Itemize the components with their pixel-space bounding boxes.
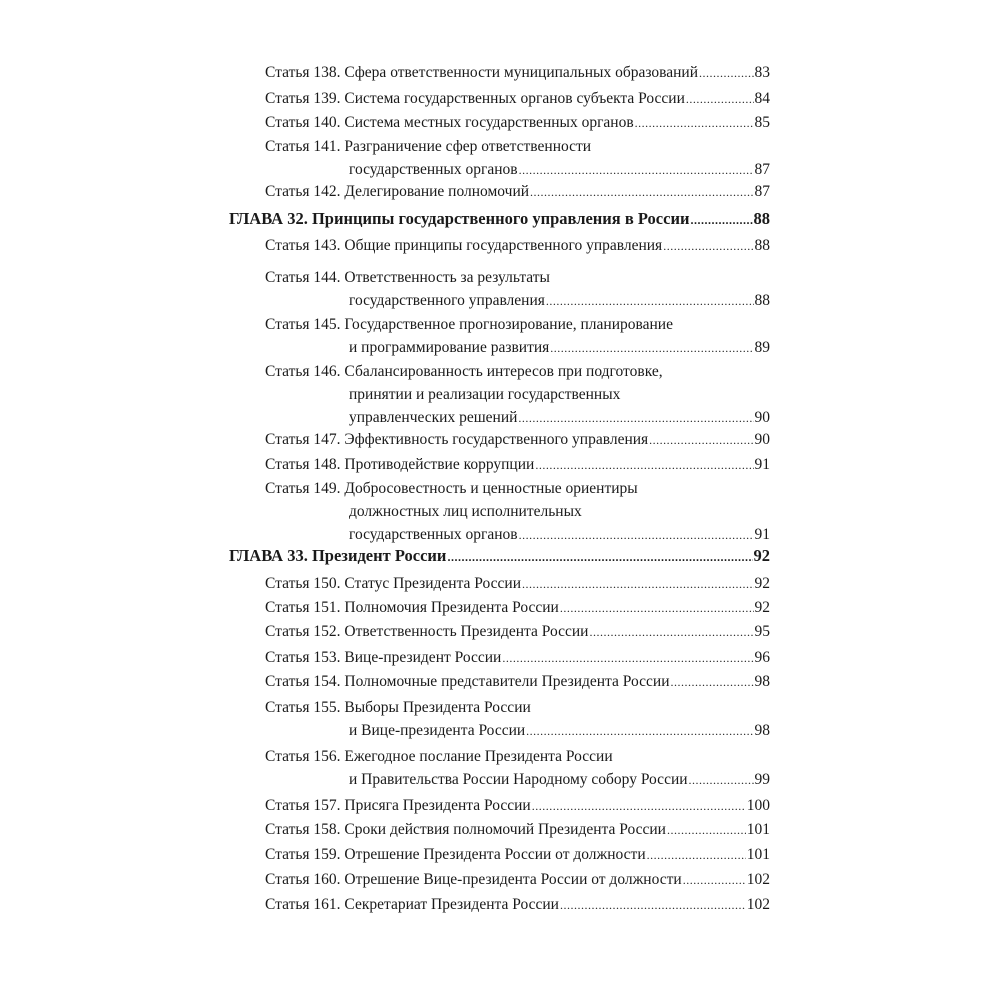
article-entry: [265, 893, 770, 916]
entry-title: Статья 149. Добросовестность и ценностные ориентиры: [265, 480, 638, 497]
page-number: 87: [754, 183, 770, 200]
article-entry: [265, 745, 770, 791]
entry-line: [265, 745, 770, 768]
entry-line: [265, 670, 770, 693]
article-entry: [265, 843, 770, 866]
article-entry: [265, 61, 770, 84]
page-number: 83: [754, 64, 770, 81]
entry-line: [265, 620, 770, 643]
page-number: 98: [754, 722, 770, 739]
dot-leader: [647, 844, 746, 867]
article-entry: [265, 360, 770, 429]
page-number: 87: [754, 161, 770, 178]
entry-line: [265, 596, 770, 619]
entry-line: [265, 696, 770, 719]
entry-title: государственных органов: [349, 161, 518, 178]
entry-line: [265, 868, 770, 891]
entry-title: Статья 161. Секретариат Президента России: [265, 896, 559, 913]
dot-leader: [589, 621, 753, 644]
entry-title: Статья 138. Сфера ответственности муниципальных образований: [265, 64, 699, 81]
entry-title: Статья 151. Полномочия Президента России: [265, 599, 559, 616]
article-entry: [265, 696, 770, 742]
dot-leader: [560, 597, 754, 620]
dot-leader: [635, 112, 754, 135]
dot-leader: [532, 795, 746, 818]
entry-title: Статья 144. Ответственность за результаты: [265, 269, 550, 286]
page-number: 100: [746, 797, 770, 814]
entry-line: [265, 477, 770, 500]
entry-line: [265, 234, 770, 257]
entry-line: [265, 111, 770, 134]
entry-title: принятии и реализации государственных: [349, 386, 621, 403]
page-number: 89: [754, 339, 770, 356]
entry-title: Статья 154. Полномочные представители Президента России: [265, 673, 670, 690]
dot-leader: [649, 429, 753, 452]
entry-line: [265, 572, 770, 595]
article-entry: [265, 266, 770, 312]
page-number: 102: [746, 871, 770, 888]
entry-title: Статья 140. Система местных государственных органов: [265, 114, 634, 131]
dot-leader: [667, 819, 746, 842]
entry-line: [265, 893, 770, 916]
entry-title: Статья 142. Делегирование полномочий: [265, 183, 530, 200]
entry-title: Статья 148. Противодействие коррупции: [265, 456, 535, 473]
article-entry: [265, 313, 770, 359]
page-number: 90: [754, 409, 770, 426]
dot-leader: [526, 720, 753, 743]
chapter-entry: [229, 207, 770, 230]
dot-leader: [519, 159, 754, 182]
entry-line: [265, 61, 770, 84]
entry-title: Статья 160. Отрешение Вице-президента России от должности: [265, 871, 682, 888]
entry-title: Статья 152. Ответственность Президента России: [265, 623, 589, 640]
dot-leader: [690, 209, 752, 232]
dot-leader: [522, 573, 754, 596]
entry-line: [265, 719, 770, 742]
article-entry: [265, 111, 770, 134]
dot-leader: [699, 62, 753, 85]
entry-title: государственного управления: [349, 292, 545, 309]
entry-title: управленческих решений: [349, 409, 518, 426]
dot-leader: [447, 546, 752, 569]
dot-leader: [502, 647, 753, 670]
entry-line: [265, 406, 770, 429]
page-number: 88: [753, 209, 770, 228]
entry-title: Статья 157. Присяга Президента России: [265, 797, 531, 814]
page-number: 98: [754, 673, 770, 690]
entry-line: [265, 646, 770, 669]
entry-line: [265, 87, 770, 110]
entry-title: и Вице-президента России: [349, 722, 526, 739]
entry-line: [265, 313, 770, 336]
article-entry: [265, 234, 770, 257]
page-number: 102: [746, 896, 770, 913]
page-number: 96: [754, 649, 770, 666]
dot-leader: [560, 894, 746, 917]
article-entry: [265, 868, 770, 891]
article-entry: [265, 596, 770, 619]
entry-line: [265, 336, 770, 359]
entry-line: [265, 180, 770, 203]
dot-leader: [535, 454, 753, 477]
dot-leader: [518, 407, 753, 430]
page-number: 95: [754, 623, 770, 640]
entry-line: [265, 500, 770, 523]
entry-line: [265, 453, 770, 476]
dot-leader: [671, 671, 754, 694]
page-number: 101: [746, 846, 770, 863]
dot-leader: [530, 181, 753, 204]
dot-leader: [663, 235, 753, 258]
entry-line: [265, 768, 770, 791]
page-number: 88: [754, 292, 770, 309]
page-number: 99: [754, 771, 770, 788]
page-number: 91: [754, 456, 770, 473]
entry-title: Статья 159. Отрешение Президента России от должности: [265, 846, 646, 863]
entry-title: и Правительства России Народному собору России: [349, 771, 688, 788]
page-number: 85: [754, 114, 770, 131]
article-entry: [265, 135, 770, 181]
article-entry: [265, 646, 770, 669]
entry-title: Статья 155. Выборы Президента России: [265, 699, 531, 716]
entry-line: [265, 794, 770, 817]
entry-line: [265, 266, 770, 289]
article-entry: [265, 453, 770, 476]
entry-title: Статья 141. Разграничение сфер ответственности: [265, 138, 592, 155]
entry-title: ГЛАВА 32. Принципы государственного управления в России: [229, 209, 690, 228]
entry-line: [265, 135, 770, 158]
entry-line: [265, 523, 770, 546]
entry-line: [265, 289, 770, 312]
entry-title: Статья 146. Сбалансированность интересов при подготовке,: [265, 363, 663, 380]
entry-title: должностных лиц исполнительных: [349, 503, 582, 520]
page-number: 101: [746, 821, 770, 838]
entry-title: Статья 156. Ежегодное послание Президента России: [265, 748, 613, 765]
page-number: 84: [754, 90, 770, 107]
entry-title: Статья 158. Сроки действия полномочий Президента России: [265, 821, 666, 838]
page-number: 92: [754, 575, 770, 592]
article-entry: [265, 180, 770, 203]
entry-line: [265, 843, 770, 866]
entry-line: [265, 428, 770, 451]
article-entry: [265, 572, 770, 595]
page-number: 92: [754, 599, 770, 616]
page-number: 88: [754, 237, 770, 254]
entry-line: [229, 544, 770, 567]
entry-line: [265, 360, 770, 383]
entry-line: [265, 383, 770, 406]
entry-line: [265, 818, 770, 841]
dot-leader: [689, 769, 754, 792]
entry-title: Статья 139. Система государственных органов субъекта России: [265, 90, 685, 107]
dot-leader: [546, 290, 754, 313]
article-entry: [265, 428, 770, 451]
entry-line: [265, 158, 770, 181]
article-entry: [265, 477, 770, 546]
entry-title: Статья 150. Статус Президента России: [265, 575, 521, 592]
article-entry: [265, 670, 770, 693]
article-entry: [265, 818, 770, 841]
entry-title: Статья 153. Вице-президент России: [265, 649, 502, 666]
entry-title: Статья 147. Эффективность государственного управления: [265, 431, 649, 448]
entry-line: [229, 207, 770, 230]
entry-title: государственных органов: [349, 526, 518, 543]
article-entry: [265, 794, 770, 817]
entry-title: и программирование развития: [349, 339, 550, 356]
article-entry: [265, 87, 770, 110]
dot-leader: [683, 869, 746, 892]
dot-leader: [550, 337, 753, 360]
page-number: 91: [754, 526, 770, 543]
chapter-entry: [229, 544, 770, 567]
page-number: 90: [754, 431, 770, 448]
page-number: 92: [753, 546, 770, 565]
entry-title: Статья 143. Общие принципы государственного управления: [265, 237, 663, 254]
article-entry: [265, 620, 770, 643]
dot-leader: [686, 88, 754, 111]
entry-title: ГЛАВА 33. Президент России: [229, 546, 447, 565]
entry-title: Статья 145. Государственное прогнозирование, планирование: [265, 316, 673, 333]
